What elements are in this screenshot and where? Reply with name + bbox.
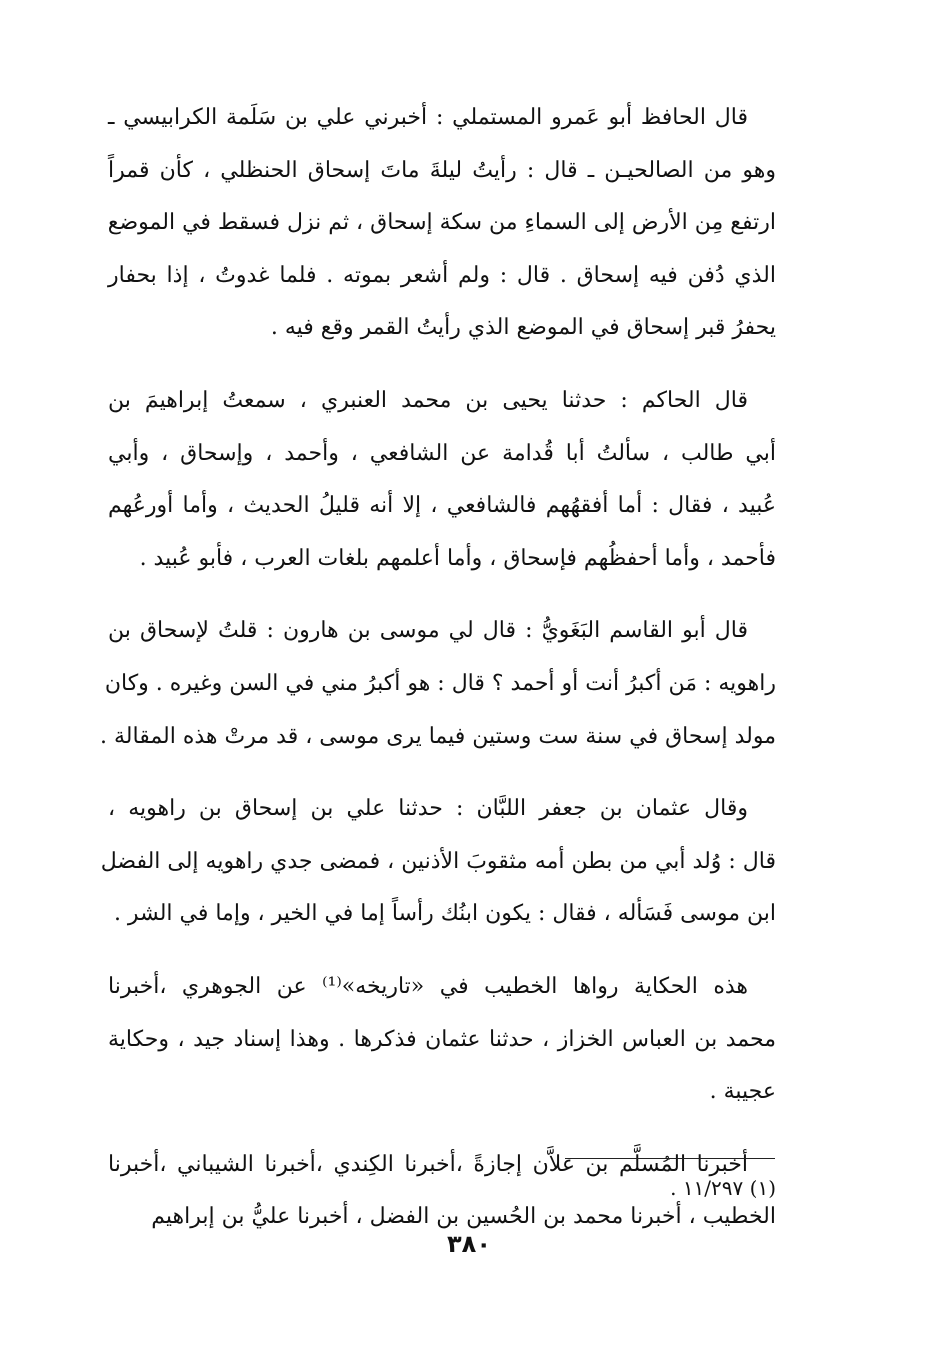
text-line: يحفرُ قبر إسحاق في الموضع الذي رأيتُ القمر وقع فيه .: [270, 315, 776, 341]
text-line: راهويه : مَن أكبرُ أنت أو أحمد ؟ قال : هو أكبرُ مني في السن وغيره . وكان: [104, 670, 776, 696]
text-line: قال : وُلد أبي من بطن أمه مثقوبَ الأذنين ، فمضى جدي راهويه إلى الفضل: [100, 848, 776, 874]
main-text: [100, 92, 776, 1264]
paragraph: [100, 605, 776, 763]
text-line: الخطيب ، أخبرنا محمد بن الحُسين بن الفضل ، أخبرنا عليُّ بن إبراهيم: [151, 1204, 776, 1230]
text-line: عجيبة .: [709, 1079, 776, 1105]
text-line: أخبرنا المُسلَّم بن علاَّن إجازةً ،أخبرنا الكِندي ،أخبرنا الشيباني ،أخبرنا: [108, 1151, 748, 1177]
text-line: فأحمد ، وأما أحفظُهم فإسحاق ، وأما أعلمهم بلغات العرب ، فأبو عُبيد .: [139, 545, 776, 571]
paragraph: [100, 783, 776, 941]
text-line: هذه الحكاية رواها الخطيب في «تاريخه»⁽¹⁾ عن الجوهري ،أخبرنا: [108, 973, 748, 999]
text-line: مولد إسحاق في سنة ست وستين فيما يرى موسى ، قد مرتْ هذه المقالة .: [100, 723, 776, 749]
paragraph: [108, 375, 776, 585]
paragraph: [108, 961, 776, 1119]
text-line: ابن موسى فَسَأله ، فقال : يكون ابنُك رأساً إما في الخير ، وإما في الشر .: [113, 901, 776, 927]
footnote-separator: [565, 1158, 775, 1159]
text-line: قال الحاكم : حدثنا يحيى بن محمد العنبري ، سمعتُ إبراهيمَ بن: [108, 387, 748, 413]
text-line: محمد بن العباس الخزاز ، حدثنا عثمان فذكرها . وهذا إسناد جيد ، وحكاية: [108, 1026, 776, 1052]
paragraph: [108, 92, 776, 355]
text-line: أبي طالب ، سألتُ أبا قُدامة عن الشافعي ، وأحمد ، وإسحاق ، وأبي: [108, 440, 776, 466]
text-line: الذي دُفن فيه إسحاق . قال : ولم أشعر بموته . فلما غدوتُ ، إذا بحفار: [108, 262, 776, 288]
text-line: قال الحافظ أبو عَمرو المستملي : أخبرني علي بن سَلَمة الكرابيسي ـ: [108, 105, 748, 130]
text-line: وقال عثمان بن جعفر اللبَّان : حدثنا علي بن إسحاق بن راهويه ،: [108, 796, 748, 822]
footnote: (١) ١١/٢٩٧ .: [670, 1176, 776, 1200]
page-number: ٣٨٠: [447, 1230, 491, 1258]
text-line: عُبيد ، فقال : أما أفقهُهم فالشافعي ، إلا أنه قليلُ الحديث ، وأما أورعُهم: [108, 493, 776, 519]
text-line: ارتفع مِن الأرض إلى السماءِ من سكة إسحاق ، ثم نزل فسقط في الموضع: [107, 210, 776, 236]
text-line: وهو من الصالحيـن ـ قال : رأيتُ ليلةَ ماتَ إسحاق الحنظلي ، كأن قمراً: [108, 157, 776, 183]
text-line: قال أبو القاسم البَغَويُّ : قال لي موسى بن هارون : قلتُ لإسحاق بن: [108, 618, 748, 644]
